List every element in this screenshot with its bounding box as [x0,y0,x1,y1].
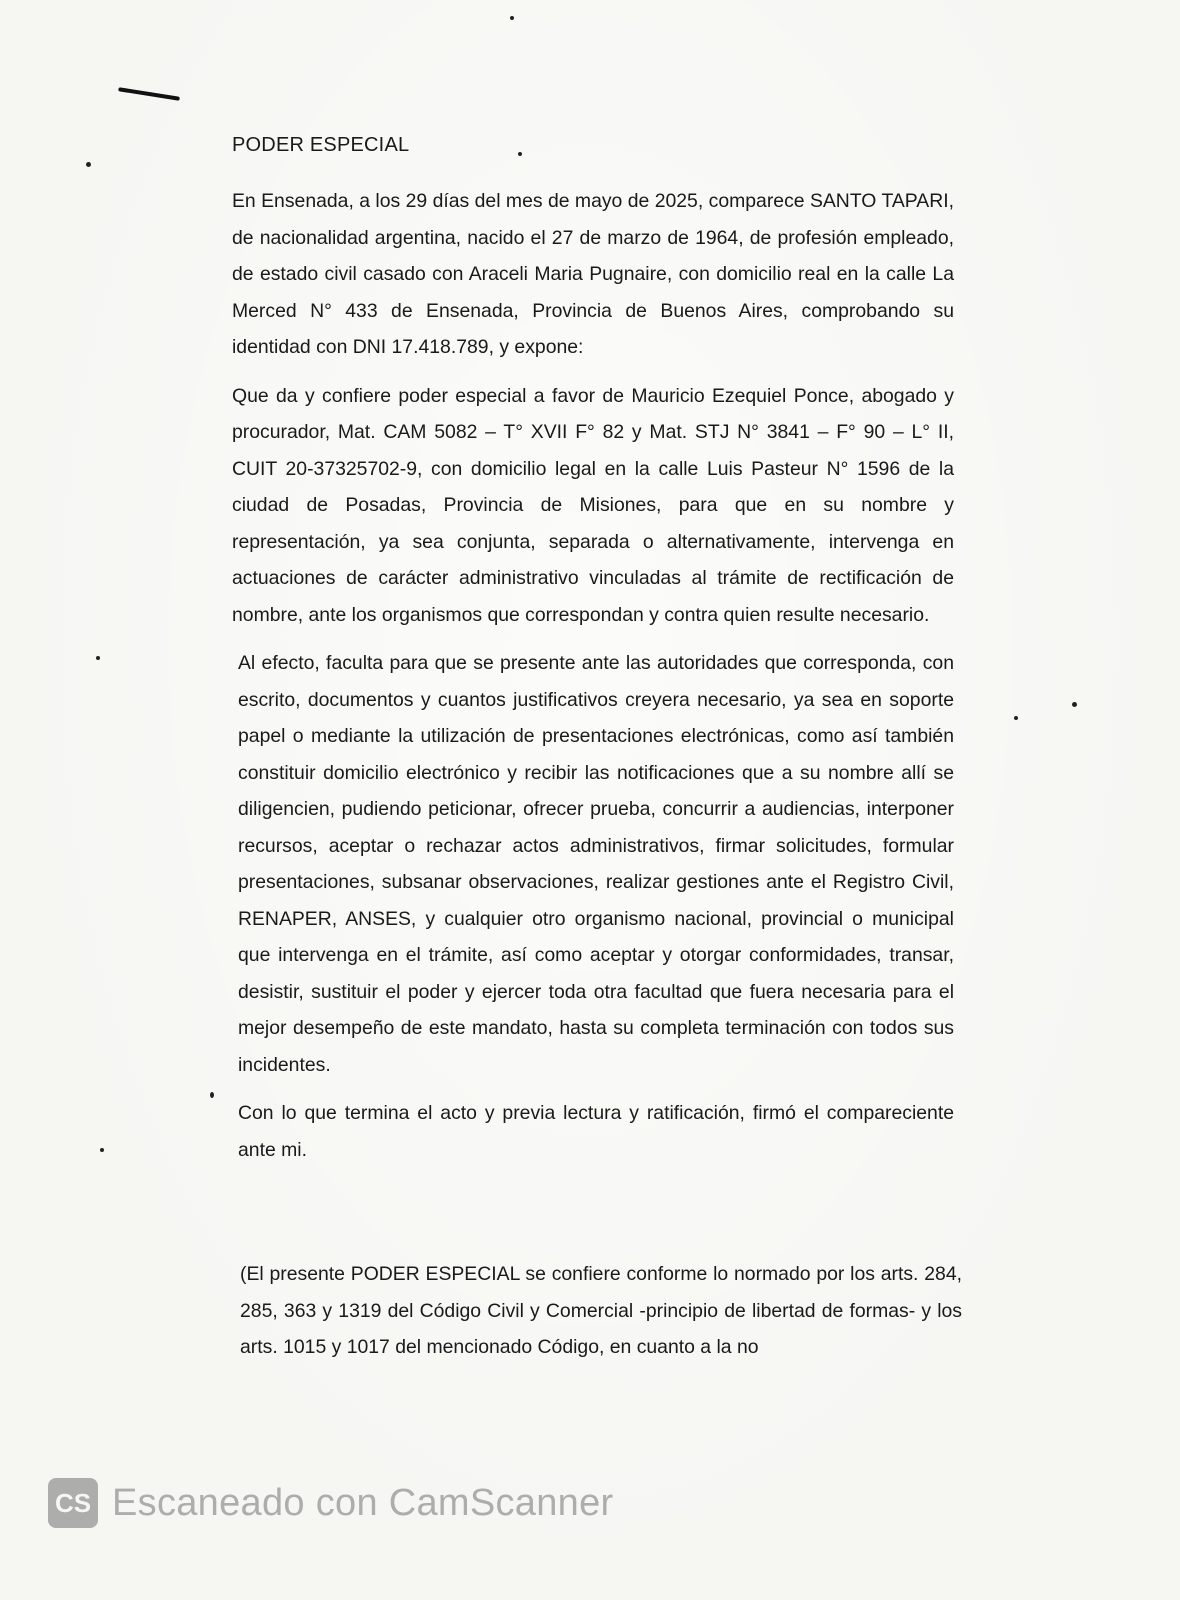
document-body [232,134,962,1378]
scan-speck [1014,716,1018,720]
document-title: PODER ESPECIAL [232,134,410,156]
scan-speck [100,1148,104,1152]
paragraph-facultades: Al efecto, faculta para que se presente ante las autoridades que corresponda, con escrito, documentos y cuantos justificativos creyera necesario, ya sea en soporte papel o mediante la utilización de presentaciones electrónicas, como así también constituir domicilio electrónico y recibir las notificaciones que a su nombre allí se diligencien, pudiendo peticionar, ofrecer prueba, concurrir a audiencias, interponer recursos, aceptar o rechazar actos administrativos, firmar solicitudes, formular presentaciones, subsanar observaciones, realizar gestiones ante el Registro Civil, RENAPER, ANSES, y cualquier otro organismo nacional, provincial o municipal que intervenga en el trámite, así como aceptar y otorgar conformidades, transar, desistir, sustituir el poder y ejercer toda otra facultad que fuera necesaria para el mejor desempeño de este mandato, hasta su completa terminación con todos sus incidentes. [238,652,954,1076]
paragraph-nota-legal: (El presente PODER ESPECIAL se confiere conforme lo normado por los arts. 284, 285, 363 y 1319 del Código Civil y Comercial -principio de libertad de formas- y los arts. 1015 y 1017 del mencionado Código, en cuanto a la no [240,1263,962,1358]
paragraph-otorgamiento: Que da y confiere poder especial a favor de Mauricio Ezequiel Ponce, abogado y procurador, Mat. CAM 5082 – T° XVII F° 82 y Mat. STJ N° 3841 – F° 90 – L° II, CUIT 20-37325702-9, con domicilio legal en la calle Luis Pasteur N° 1596 de la ciudad de Posadas, Provincia de Misiones, para que en su nombre y representación, ya sea conjunta, separada o alternativamente, intervenga en actuaciones de carácter administrativo vinculadas al trámite de rectificación de nombre, ante los organismos que correspondan y contra quien resulte necesario. [232,384,954,626]
camscanner-watermark [48,1478,614,1528]
paragraph-cierre: Con lo que termina el acto y previa lectura y ratificación, firmó el compareciente ante mi. [238,1102,954,1161]
pen-stroke-mark [118,87,180,101]
scan-speck [510,16,514,20]
paragraph-comparecencia: En Ensenada, a los 29 días del mes de mayo de 2025, comparece SANTO TAPARI, de nacionalidad argentina, nacido el 27 de marzo de 1964, de profesión empleado, de estado civil casado con Araceli Maria Pugnaire, con domicilio real en la calle La Merced N° 433 de Ensenada, Provincia de Buenos Aires, comprobando su identidad con DNI 17.418.789, y expone: [232,190,954,358]
camscanner-logo-icon [48,1478,98,1528]
scan-speck [210,1092,214,1098]
scan-speck [86,162,91,167]
scan-speck [96,656,100,660]
watermark-text: Escaneado con CamScanner [112,1481,614,1524]
camscanner-logo-text: CS [54,1488,92,1518]
scan-speck [1072,702,1077,707]
